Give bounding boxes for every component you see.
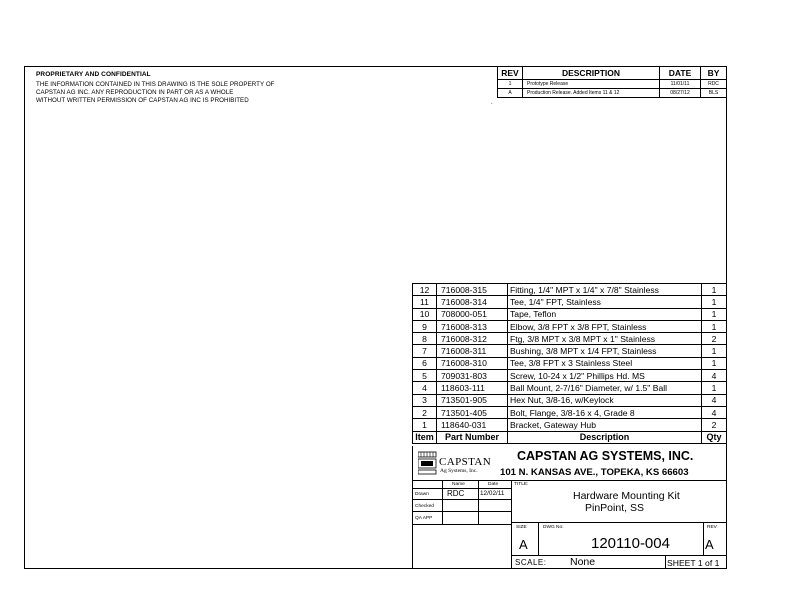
rev-description-header: DESCRIPTION — [523, 67, 660, 80]
drawing-title-line-2: PinPoint, SS — [585, 502, 644, 514]
rev-description-cell: Production Release. Added Items 11 & 12 — [523, 89, 660, 98]
notice-line-3: WITHOUT WRITTEN PERMISSION OF CAPSTAN AG INC IS PROHIBITED — [36, 97, 249, 104]
company-address: 101 N. KANSAS AVE., TOPEKA, KS 66603 — [500, 467, 689, 478]
title-block-divider — [538, 522, 539, 555]
bom-part-header: Part Number — [437, 431, 508, 443]
date-label: Date — [488, 482, 499, 487]
bom-qty-cell: 4 — [702, 370, 727, 382]
title-block-divider — [442, 480, 443, 524]
drawn-date: 12/02/11 — [480, 490, 505, 497]
rev-date-header: DATE — [660, 67, 701, 80]
name-label: Name — [452, 482, 465, 487]
rev-by-cell: BLS — [701, 89, 727, 98]
bom-part-cell: 716008-312 — [437, 333, 508, 345]
bom-qty-cell: 4 — [702, 394, 727, 406]
bom-item-cell: 1 — [413, 419, 437, 431]
bom-item-cell: 10 — [413, 308, 437, 320]
bom-description-cell: Ball Mount, 2-7/16" Diameter, w/ 1.5" Ball — [508, 382, 702, 394]
bom-row — [413, 370, 727, 382]
bom-row — [413, 406, 727, 418]
logo-subtitle: Ag Systems, Inc. — [440, 468, 478, 474]
bom-qty-cell: 1 — [702, 296, 727, 308]
bom-qty-cell: 2 — [702, 333, 727, 345]
bom-table — [412, 283, 727, 444]
rev-by-header: BY — [701, 67, 727, 80]
bom-description-cell: Ftg, 3/8 MPT x 3/8 MPT x 1" Stainless — [508, 333, 702, 345]
revision-row — [498, 89, 727, 98]
bom-part-cell: 716008-314 — [437, 296, 508, 308]
bom-description-cell: Screw, 10-24 x 1/2" Phillips Hd. MS — [508, 370, 702, 382]
bom-item-cell: 3 — [413, 394, 437, 406]
rev-date-cell: 08/27/12 — [660, 89, 701, 98]
bom-part-cell: 716008-310 — [437, 357, 508, 369]
bom-row — [413, 382, 727, 394]
bom-row — [413, 284, 727, 296]
bom-qty-cell: 1 — [702, 382, 727, 394]
sheet-number: SHEET 1 of 1 — [667, 558, 720, 568]
bom-item-cell: 7 — [413, 345, 437, 357]
bom-item-cell: 12 — [413, 284, 437, 296]
bom-item-cell: 9 — [413, 320, 437, 332]
bom-qty-cell: 1 — [702, 357, 727, 369]
rev-header: REV — [498, 67, 523, 80]
title-block-divider — [703, 522, 704, 555]
bom-description-cell: Fitting, 1/4" MPT x 1/4" x 7/8" Stainless — [508, 284, 702, 296]
drawing-title-line-1: Hardware Mounting Kit — [573, 490, 680, 502]
bom-row — [413, 320, 727, 332]
bom-qty-header: Qty — [702, 431, 727, 443]
title-block-divider — [412, 480, 727, 481]
bom-part-cell: 716008-311 — [437, 345, 508, 357]
bom-part-cell: 118603-111 — [437, 382, 508, 394]
bom-item-cell: 2 — [413, 406, 437, 418]
bom-description-cell: Tee, 3/8 FPT x 3 Stainless Steel — [508, 357, 702, 369]
bom-part-cell: 708000-051 — [437, 308, 508, 320]
notice-line-1: THE INFORMATION CONTAINED IN THIS DRAWING IS THE SOLE PROPERTY OF — [36, 81, 275, 88]
bom-description-cell: Tee, 1/4" FPT, Stainless — [508, 296, 702, 308]
company-name: CAPSTAN AG SYSTEMS, INC. — [517, 449, 694, 463]
title-block-left-border — [412, 446, 413, 569]
bom-item-cell: 8 — [413, 333, 437, 345]
rev-by-cell: RDC — [701, 80, 727, 89]
title-block-divider — [511, 522, 727, 523]
bom-qty-cell: 1 — [702, 284, 727, 296]
bom-row — [413, 308, 727, 320]
scale-value: None — [570, 556, 596, 568]
revision-label: REV — [707, 525, 717, 530]
bom-qty-cell: 4 — [702, 406, 727, 418]
drawn-name: RDC — [447, 489, 465, 498]
checked-label: Checked — [415, 504, 434, 509]
drawn-label: Drawn — [415, 492, 429, 497]
bom-part-cell: 709031-803 — [437, 370, 508, 382]
bom-row — [413, 345, 727, 357]
bom-part-cell: 716008-313 — [437, 320, 508, 332]
bom-row — [413, 357, 727, 369]
bom-part-cell: 713501-905 — [437, 394, 508, 406]
qa-approval-label: QA APP — [415, 516, 433, 521]
bom-row — [413, 394, 727, 406]
size-label: SIZE — [516, 525, 527, 530]
bom-row — [413, 333, 727, 345]
title-block-divider — [412, 524, 511, 525]
bom-description-cell: Bracket, Gateway Hub — [508, 419, 702, 431]
bom-item-header: Item — [413, 431, 437, 443]
revision-value: A — [705, 537, 714, 552]
bom-part-cell: 713501-405 — [437, 406, 508, 418]
bom-item-cell: 5 — [413, 370, 437, 382]
drawing-number-label: DWG No: — [543, 525, 564, 530]
rev-description-cell: Prototype Release — [523, 80, 660, 89]
notice-line-2: CAPSTAN AG INC. ANY REPRODUCTION IN PART OR AS A WHOLE — [36, 89, 234, 96]
revision-row — [498, 80, 727, 89]
bom-item-cell: 6 — [413, 357, 437, 369]
bom-description-cell: Bolt, Flange, 3/8-16 x 4, Grade 8 — [508, 406, 702, 418]
bom-qty-cell: 2 — [702, 419, 727, 431]
bom-row — [413, 419, 727, 431]
bom-description-cell: Hex Nut, 3/8-16, w/Keylock — [508, 394, 702, 406]
drawing-number: 120110-004 — [591, 535, 670, 552]
sheet-size: A — [519, 537, 528, 552]
bom-description-cell: Tape, Teflon — [508, 308, 702, 320]
scale-label: SCALE: — [515, 558, 547, 567]
bom-part-cell: 118640-031 — [437, 419, 508, 431]
rev-date-cell: 11/01/11 — [660, 80, 701, 89]
stray-dot: . — [491, 100, 493, 106]
title-block-divider — [511, 555, 727, 556]
title-block-divider — [665, 555, 666, 569]
bom-qty-cell: 1 — [702, 308, 727, 320]
title-block-divider — [478, 480, 479, 524]
bom-part-cell: 716008-315 — [437, 284, 508, 296]
bom-item-cell: 11 — [413, 296, 437, 308]
rev-cell: 1 — [498, 80, 523, 89]
bom-qty-cell: 1 — [702, 345, 727, 357]
notice-heading: PROPRIETARY AND CONFIDENTIAL — [36, 71, 151, 78]
bom-qty-cell: 1 — [702, 320, 727, 332]
bom-row — [413, 296, 727, 308]
logo-name: CAPSTAN — [439, 456, 492, 468]
bom-description-header: Description — [508, 431, 702, 443]
title-label: TITLE: — [514, 482, 529, 487]
rev-cell: A — [498, 89, 523, 98]
bom-item-cell: 4 — [413, 382, 437, 394]
title-block-divider — [412, 511, 511, 512]
title-block-divider — [412, 499, 511, 500]
revision-table — [497, 66, 727, 98]
bom-description-cell: Elbow, 3/8 FPT x 3/8 FPT, Stainless — [508, 320, 702, 332]
bom-description-cell: Bushing, 3/8 MPT x 1/4 FPT, Stainless — [508, 345, 702, 357]
capstan-logo — [418, 451, 494, 477]
